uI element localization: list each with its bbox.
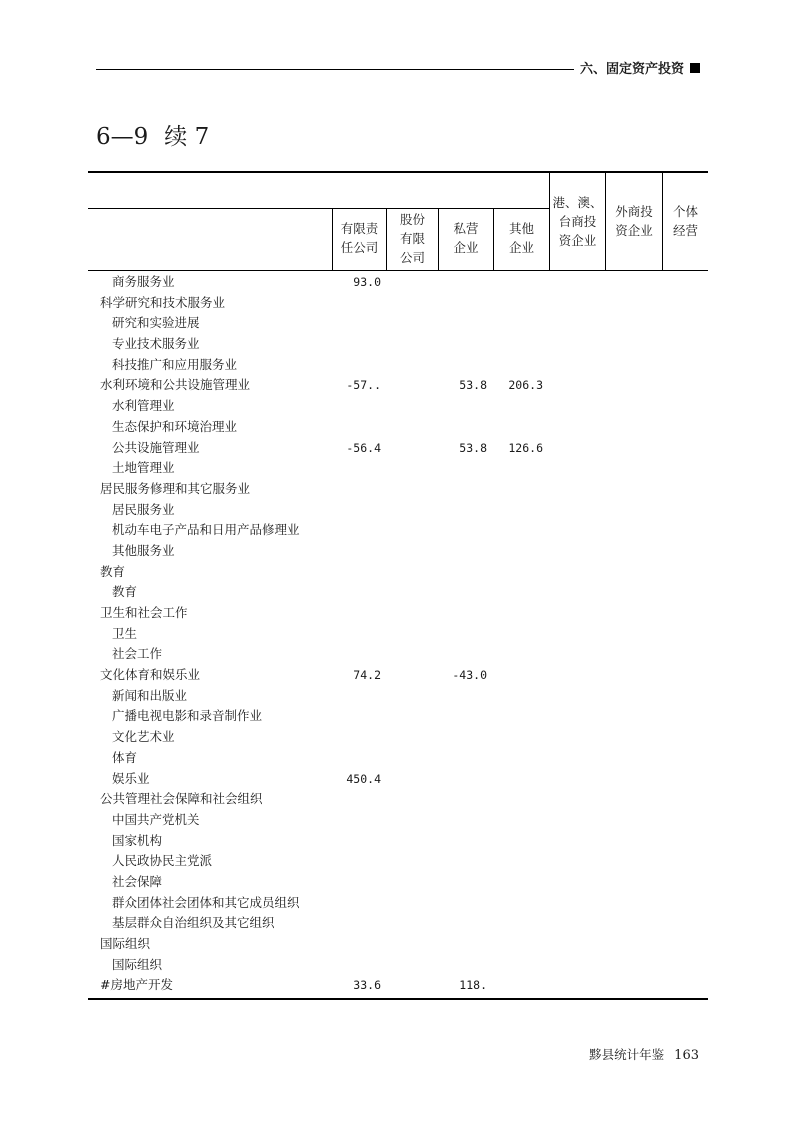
table-row [88, 831, 708, 852]
table-row [88, 582, 708, 603]
cell-value: -56.4 [346, 440, 381, 455]
table-row [88, 603, 708, 624]
table-row [88, 893, 708, 914]
table-row [88, 872, 708, 893]
row-label: 新闻和出版业 [112, 687, 188, 703]
table-top-rule [88, 171, 708, 173]
row-label: 土地管理业 [112, 460, 175, 476]
column-header-other: 其他 企业 [508, 221, 534, 255]
row-label: 人民政协民主党派 [112, 853, 213, 869]
table-row [88, 851, 708, 872]
row-label: 文化艺术业 [112, 729, 175, 745]
table-row [88, 955, 708, 976]
column-header-hk-macao-taiwan: 港、澳、 台商投 资企业 [552, 195, 603, 248]
row-label: 专业技术服务业 [112, 336, 200, 352]
cell-value: 33.6 [353, 978, 381, 993]
row-label: 科学研究和技术服务业 [100, 294, 226, 310]
row-label: 社会工作 [112, 646, 163, 662]
row-label: 文化体育和娱乐业 [100, 667, 201, 683]
book-title: 黟县统计年鉴 [589, 1047, 665, 1062]
black-square-icon [690, 63, 700, 73]
row-label: 研究和实验进展 [112, 315, 200, 331]
row-label: 水利管理业 [112, 398, 175, 414]
row-label: 其他服务业 [112, 542, 175, 558]
row-label: 居民服务修理和其它服务业 [100, 480, 251, 496]
row-label: 群众团体社会团体和其它成员组织 [112, 894, 300, 910]
table-row [88, 644, 708, 665]
row-label: 科技推广和应用服务业 [112, 356, 238, 372]
cell-value: 118. [459, 978, 487, 993]
table-row [88, 313, 708, 334]
cell-value: 93.0 [353, 275, 381, 289]
row-label: 卫生和社会工作 [100, 605, 188, 620]
cell-value: 74.2 [353, 668, 381, 683]
cell-value: 450.4 [346, 771, 381, 786]
table-row [88, 789, 708, 810]
row-label: 公共设施管理业 [112, 439, 200, 455]
table-row [88, 396, 708, 417]
table-row [88, 355, 708, 376]
table-row [88, 541, 708, 562]
table-body [88, 272, 708, 996]
column-header-private: 私营 企业 [453, 221, 479, 255]
cell-value: 53.8 [459, 378, 487, 393]
table-row [88, 458, 708, 479]
table-row [88, 438, 708, 459]
row-label: 广播电视电影和录音制作业 [112, 708, 263, 724]
table-row [88, 913, 708, 934]
page-footer [589, 1045, 699, 1063]
cell-value: 126.6 [508, 440, 543, 455]
row-label: 国际组织 [112, 956, 163, 972]
table-row [88, 934, 708, 955]
row-label: 基层群众自治组织及其它组织 [112, 915, 275, 931]
table-row [88, 375, 708, 396]
table-row [88, 769, 708, 790]
table-row [88, 706, 708, 727]
table-continuation: 续 7 [164, 124, 210, 150]
row-label: 国家机构 [112, 832, 163, 848]
row-label: 生态保护和环境治理业 [112, 418, 238, 434]
cell-value: 53.8 [459, 440, 487, 455]
section-heading [580, 58, 700, 77]
section-heading-text: 六、固定资产投资 [580, 62, 685, 77]
table-row [88, 624, 708, 645]
row-label: 公共管理社会保障和社会组织 [100, 791, 263, 807]
page-number: 163 [674, 1048, 699, 1063]
table-row [88, 520, 708, 541]
column-header-limited-liability: 有限责 任公司 [340, 221, 379, 255]
row-label: 娱乐业 [112, 770, 150, 786]
header-rule [96, 69, 574, 70]
table-title [96, 118, 209, 151]
table-row [88, 293, 708, 314]
cell-value: -57.. [346, 378, 381, 393]
row-label: 社会保障 [112, 873, 163, 889]
table-row [88, 500, 708, 521]
row-label: 居民服务业 [112, 501, 175, 517]
table-row [88, 810, 708, 831]
column-header-foreign: 外商投 资企业 [615, 204, 653, 238]
row-label: 体育 [112, 749, 138, 765]
column-header-individual: 个体 经营 [672, 204, 698, 238]
row-label: 机动车电子产品和日用产品修理业 [112, 522, 300, 538]
row-label: 卫生 [112, 625, 138, 641]
table-row [88, 562, 708, 583]
header-bottom-rule [88, 270, 708, 271]
cell-value: -43.0 [452, 668, 487, 683]
row-label: #房地产开发 [100, 977, 173, 993]
row-label: 国际组织 [100, 936, 151, 951]
table-row [88, 665, 708, 686]
row-label: 商务服务业 [112, 274, 175, 289]
table-row [88, 748, 708, 769]
column-header-joint-stock: 股份 有限 公司 [399, 212, 425, 265]
row-label: 教育 [100, 563, 126, 579]
table-row [88, 417, 708, 438]
header-sub-rule [88, 208, 550, 209]
table-row [88, 334, 708, 355]
cell-value: 206.3 [508, 378, 543, 393]
row-label: 教育 [112, 584, 138, 600]
table-row [88, 272, 708, 293]
table-bottom-rule [88, 998, 708, 1000]
table-row [88, 727, 708, 748]
table-row [88, 975, 708, 996]
table-row [88, 686, 708, 707]
table-row [88, 479, 708, 500]
row-label: 水利环境和公共设施管理业 [100, 377, 251, 393]
row-label: 中国共产党机关 [112, 811, 200, 827]
table-number: 6—9 [96, 124, 149, 150]
